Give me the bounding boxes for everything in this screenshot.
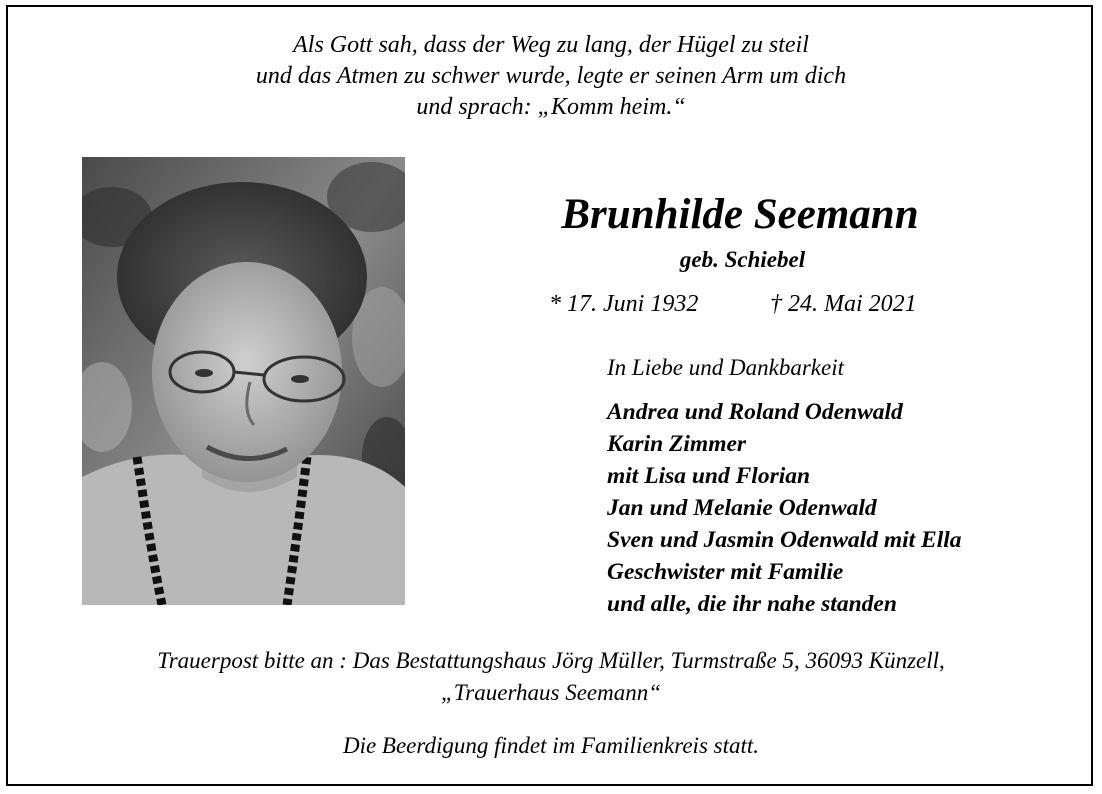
mourner-entry: Jan und Melanie Odenwald bbox=[607, 495, 877, 521]
mourner-entry: Geschwister mit Familie bbox=[607, 559, 844, 585]
burial-note: Die Beerdigung findet im Familienkreis statt. bbox=[342, 733, 760, 758]
mourners-list bbox=[607, 396, 962, 620]
mourner-entry: und alle, die ihr nahe standen bbox=[607, 591, 897, 617]
condolence-address-line: Trauerpost bitte an : Das Bestattungshaus Jörg Müller, Turmstraße 5, 36093 Künzell, bbox=[157, 648, 945, 673]
maiden-name: geb. Schiebel bbox=[679, 247, 806, 272]
deceased-name: Brunhilde Seemann bbox=[561, 191, 919, 238]
birth-date: * 17. Juni 1932 bbox=[549, 291, 699, 317]
verse-line: und das Atmen zu schwer wurde, legte er seinen Arm um dich bbox=[255, 63, 847, 89]
verse-line: Als Gott sah, dass der Weg zu lang, der Hügel zu steil bbox=[293, 32, 809, 58]
portrait-photo bbox=[82, 157, 405, 605]
portrait-image bbox=[82, 157, 405, 605]
condolence-address bbox=[0, 645, 1102, 709]
verse-line: und sprach: „Komm heim.“ bbox=[416, 94, 686, 120]
death-date: † 24. Mai 2021 bbox=[770, 291, 917, 317]
mourner-entry: Andrea und Roland Odenwald bbox=[607, 399, 903, 425]
mourner-entry: Sven und Jasmin Odenwald mit Ella bbox=[607, 527, 962, 553]
mourner-entry: mit Lisa und Florian bbox=[607, 463, 811, 489]
memorial-verse bbox=[0, 30, 1102, 123]
mourners-intro: In Liebe und Dankbarkeit bbox=[607, 355, 844, 380]
mourner-entry: Karin Zimmer bbox=[607, 431, 747, 457]
condolence-address-recipient: „Trauerhaus Seemann“ bbox=[440, 680, 662, 705]
